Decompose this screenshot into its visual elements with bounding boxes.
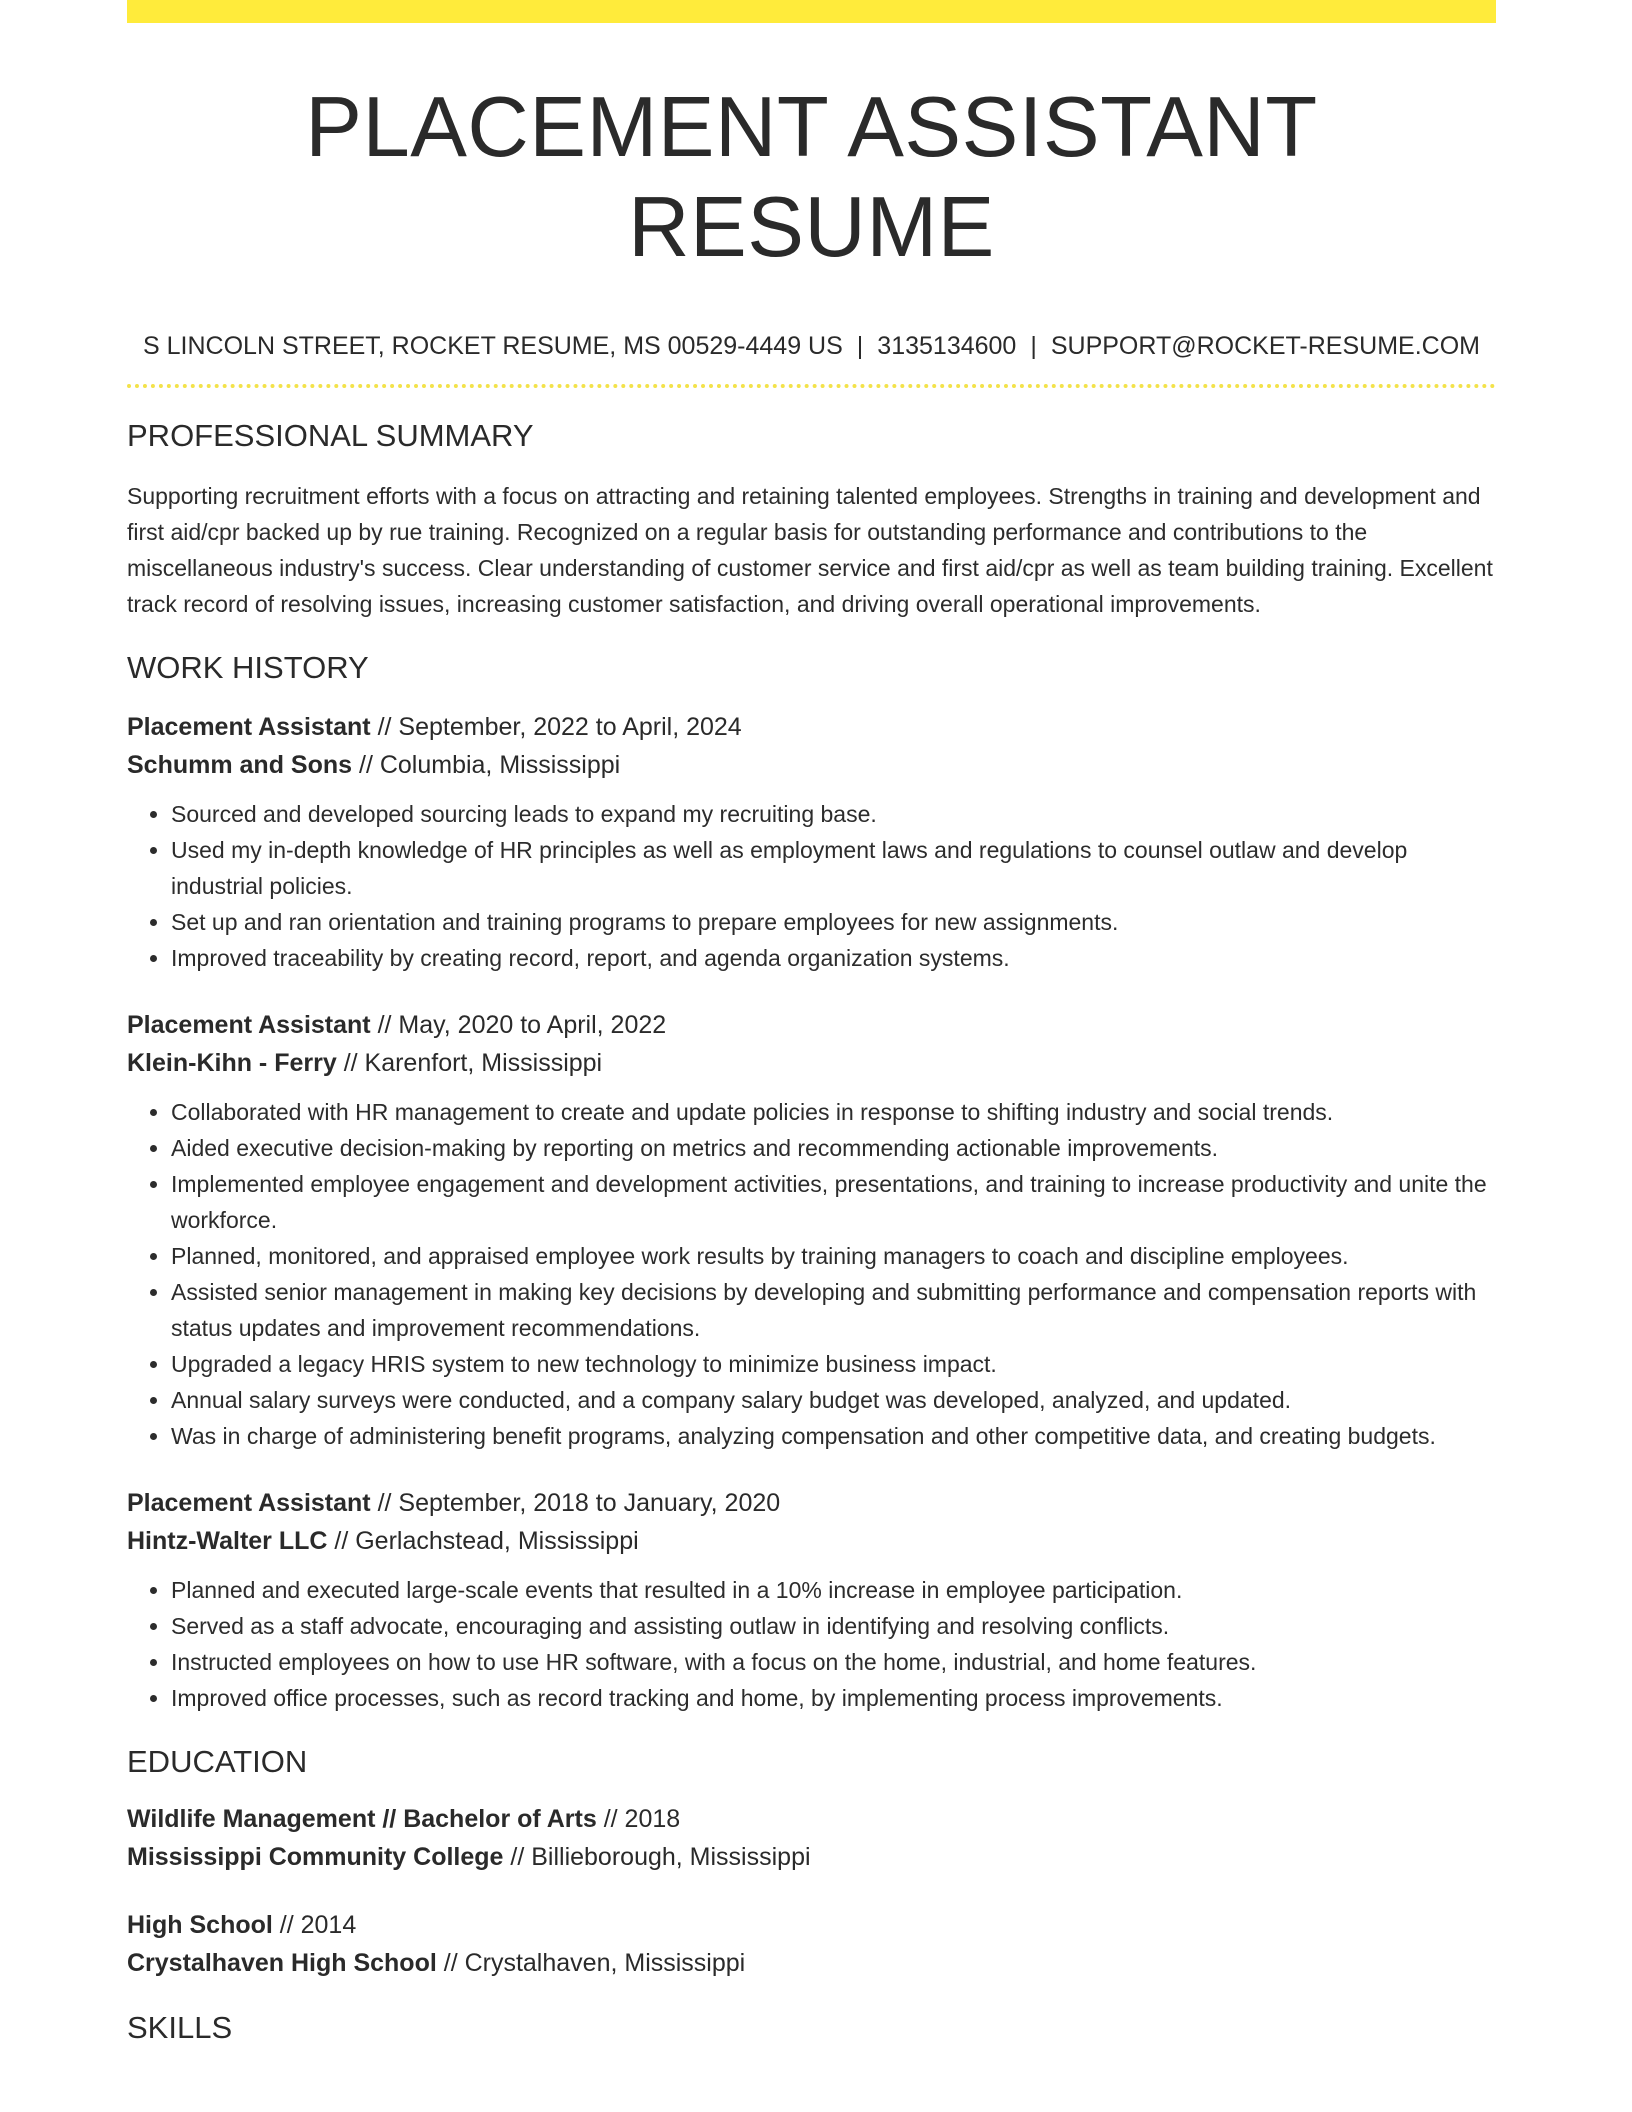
job-bullet: • Implemented employee engagement and development activities, presentations, and training to increase productivity and unite the workforce. xyxy=(171,1166,1496,1238)
job-company: Klein-Kihn - Ferry xyxy=(127,1049,337,1077)
education-location: // Crystalhaven, Mississippi xyxy=(436,1949,746,1977)
education-entry xyxy=(127,1800,1496,1876)
job-bullet: • Improved office processes, such as record tracking and home, by implementing process improvements. xyxy=(171,1680,1496,1716)
job-bullet: • Upgraded a legacy HRIS system to new technology to minimize business impact. xyxy=(171,1346,1496,1382)
job-company: Hintz-Walter LLC xyxy=(127,1527,328,1555)
job-entry xyxy=(127,1484,1496,1716)
job-bullet: • Set up and ran orientation and training programs to prepare employees for new assignments. xyxy=(171,904,1496,940)
job-bullet: • Used my in-depth knowledge of HR principles as well as employment laws and regulations to counsel outlaw and develop industrial policies. xyxy=(171,832,1496,904)
job-bullet: • Collaborated with HR management to create and update policies in response to shifting industry and social trends. xyxy=(171,1094,1496,1130)
education-school-line xyxy=(127,1944,1496,1982)
education-location: // Billieborough, Mississippi xyxy=(503,1843,811,1871)
job-entry xyxy=(127,1006,1496,1454)
job-dates: // May, 2020 to April, 2022 xyxy=(370,1011,667,1039)
job-entry xyxy=(127,708,1496,976)
job-title-line xyxy=(127,1006,1496,1044)
job-role: Placement Assistant xyxy=(127,1489,371,1517)
summary-text: Supporting recruitment efforts with a focus on attracting and retaining talented employees. Strengths in training and development and first aid/cpr backed up by rue training. Recognized on a regular basis for outstanding performance and contributions to the miscellaneous industry's success. Clear understanding of customer service and first aid/cpr as well as team building training. Excellent track record of resolving issues, increasing customer satisfaction, and driving overall operational improvements. xyxy=(127,483,1493,617)
education-year: // 2014 xyxy=(272,1911,357,1939)
job-location: // Karenfort, Mississippi xyxy=(336,1049,603,1077)
education-degree-line xyxy=(127,1906,1496,1944)
job-role: Placement Assistant xyxy=(127,713,371,741)
job-company: Schumm and Sons xyxy=(127,751,353,779)
job-dates: // September, 2018 to January, 2020 xyxy=(370,1489,781,1517)
job-bullet: • Served as a staff advocate, encouraging and assisting outlaw in identifying and resolving conflicts. xyxy=(171,1608,1496,1644)
job-company-line xyxy=(127,1522,1496,1560)
resume-title: PLACEMENT ASSISTANT RESUME xyxy=(305,80,1318,275)
dotted-divider xyxy=(127,384,1496,388)
education-heading: EDUCATION xyxy=(127,1744,308,1779)
education-entry xyxy=(127,1906,1496,1982)
job-bullets xyxy=(127,1572,1496,1716)
job-role: Placement Assistant xyxy=(127,1011,371,1039)
job-bullet: • Was in charge of administering benefit programs, analyzing compensation and other competitive data, and creating budgets. xyxy=(171,1418,1496,1454)
job-bullet: • Annual salary surveys were conducted, and a company salary budget was developed, analyzed, and updated. xyxy=(171,1382,1496,1418)
job-bullet: • Planned and executed large-scale events that resulted in a 10% increase in employee participation. xyxy=(171,1572,1496,1608)
job-bullet: • Instructed employees on how to use HR software, with a focus on the home, industrial, and home features. xyxy=(171,1644,1496,1680)
job-bullet: • Aided executive decision-making by reporting on metrics and recommending actionable improvements. xyxy=(171,1130,1496,1166)
summary-heading: PROFESSIONAL SUMMARY xyxy=(127,418,534,453)
education-degree: High School xyxy=(127,1911,273,1939)
education-year: // 2018 xyxy=(596,1805,681,1833)
job-bullets xyxy=(127,1094,1496,1454)
contact-address: S LINCOLN STREET, ROCKET RESUME, MS 00529-4449 US xyxy=(143,332,843,360)
job-bullet: • Assisted senior management in making key decisions by developing and submitting performance and compensation reports with status updates and improvement recommendations. xyxy=(171,1274,1496,1346)
education-school: Mississippi Community College xyxy=(127,1843,504,1871)
contact-phone: 3135134600 xyxy=(877,332,1017,360)
education-school: Crystalhaven High School xyxy=(127,1949,437,1977)
education-degree-line xyxy=(127,1800,1496,1838)
job-title-line xyxy=(127,1484,1496,1522)
skills-heading: SKILLS xyxy=(127,2010,233,2045)
job-title-line xyxy=(127,708,1496,746)
contact-email: SUPPORT@ROCKET-RESUME.COM xyxy=(1050,332,1480,360)
job-location: // Columbia, Mississippi xyxy=(352,751,621,779)
contact-separator: | xyxy=(856,332,864,360)
job-bullet: • Sourced and developed sourcing leads to expand my recruiting base. xyxy=(171,796,1496,832)
job-company-line xyxy=(127,746,1496,784)
education-school-line xyxy=(127,1838,1496,1876)
job-bullet: • Improved traceability by creating record, report, and agenda organization systems. xyxy=(171,940,1496,976)
job-bullet: • Planned, monitored, and appraised employee work results by training managers to coach and discipline employees. xyxy=(171,1238,1496,1274)
education-degree: Wildlife Management // Bachelor of Arts xyxy=(127,1805,597,1833)
contact-separator: | xyxy=(1030,332,1037,360)
job-company-line xyxy=(127,1044,1496,1082)
job-bullets xyxy=(127,796,1496,976)
job-dates: // September, 2022 to April, 2024 xyxy=(370,713,742,741)
contact-line xyxy=(127,330,1496,362)
work-history-heading: WORK HISTORY xyxy=(127,650,369,685)
job-location: // Gerlachstead, Mississippi xyxy=(327,1527,639,1555)
resume-content xyxy=(127,0,1496,2048)
